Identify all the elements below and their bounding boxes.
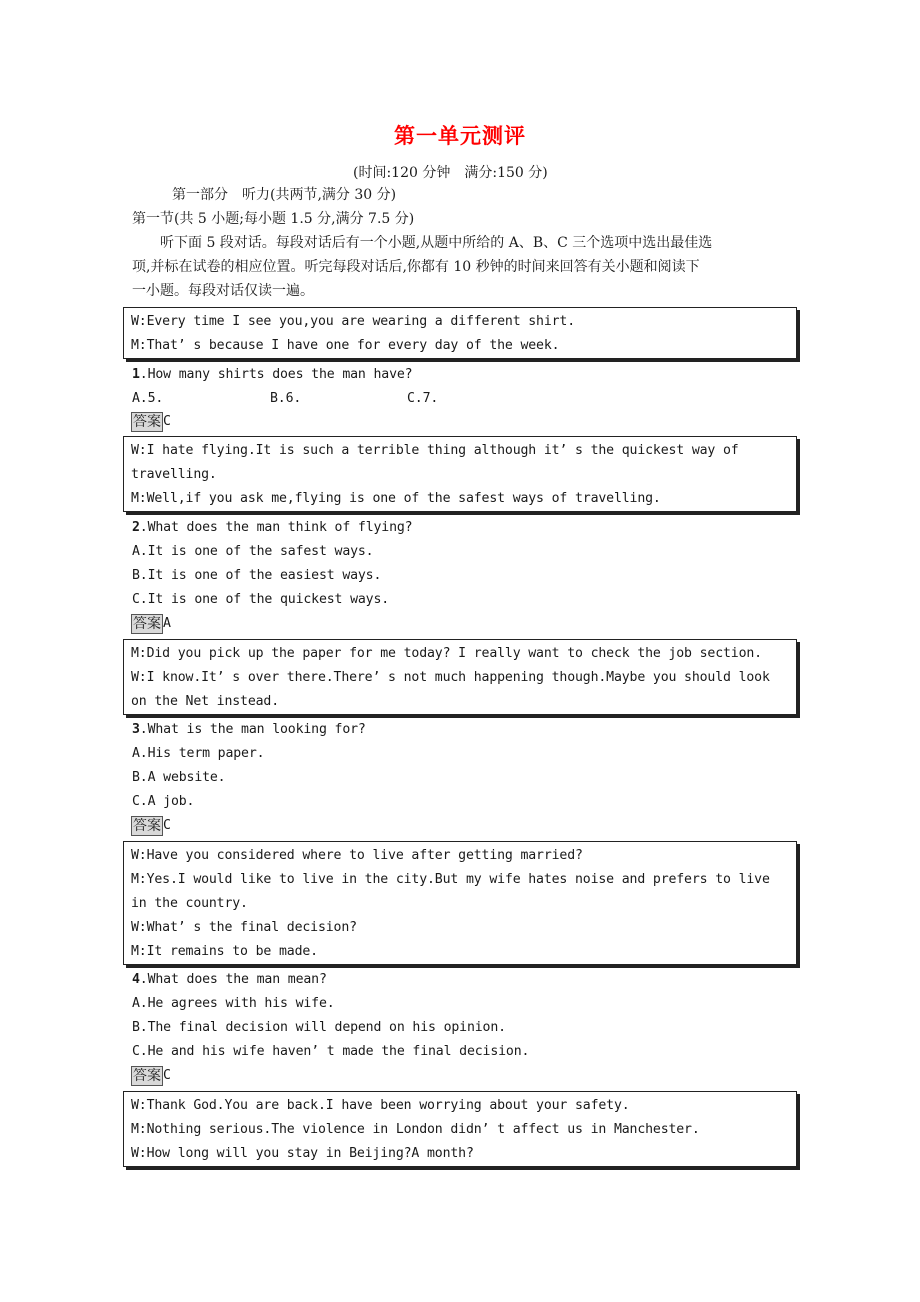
transcript-line: W:I hate flying.It is such a terrible thing although it’ s the quickest way of: [131, 443, 739, 458]
answer-row: [131, 816, 171, 836]
transcript-line: M:It remains to be made.: [131, 944, 318, 959]
answer-value: C: [163, 1068, 171, 1083]
answer-row: [131, 1066, 171, 1086]
answer-badge: 答案: [133, 818, 161, 834]
question-3: [132, 721, 366, 739]
section-heading: 第一节(共 5 小题;每小题 1.5 分,满分 7.5 分): [132, 211, 415, 227]
answer-value: C: [163, 818, 171, 833]
option-c: C.7.: [407, 391, 439, 406]
answer-badge: 答案: [133, 1068, 161, 1084]
transcript-line: M:Nothing serious.The violence in London didn’ t affect us in Manchester.: [131, 1122, 700, 1137]
transcript-line: M:That’ s because I have one for every day of the week.: [131, 338, 560, 353]
option-b: B.It is one of the easiest ways.: [132, 568, 382, 583]
transcript-line: W:What’ s the final decision?: [131, 920, 357, 935]
exam-meta: (时间:120 分钟 满分:150 分): [353, 165, 548, 181]
answer-row: [131, 614, 171, 634]
option-a: A.He agrees with his wife.: [132, 996, 335, 1011]
option-c: C.He and his wife haven’ t made the final decision.: [132, 1044, 530, 1059]
question-2: [132, 519, 412, 537]
transcript-box-2: [123, 436, 797, 512]
answer-badge: 答案: [133, 414, 161, 430]
question-text: .How many shirts does the man have?: [139, 367, 413, 382]
instructions-line-2: 项,并标在试卷的相应位置。听完每段对话后,你都有 10 秒钟的时间来回答有关小题和阅读下: [132, 259, 700, 275]
part-heading: 第一部分 听力(共两节,满分 30 分): [172, 187, 397, 203]
option-c: C.It is one of the quickest ways.: [132, 592, 390, 607]
question-text: .What is the man looking for?: [139, 722, 366, 737]
transcript-line: W:How long will you stay in Beijing?A month?: [131, 1146, 474, 1161]
option-a: A.His term paper.: [132, 746, 265, 761]
question-number: 2: [132, 520, 140, 535]
option-a: A.It is one of the safest ways.: [132, 544, 374, 559]
question-number: 4: [132, 972, 140, 987]
transcript-line: W:Every time I see you,you are wearing a different shirt.: [131, 314, 576, 329]
question-number: 1: [132, 367, 140, 382]
question-4: [132, 971, 327, 989]
transcript-line: M:Yes.I would like to live in the city.But my wife hates noise and prefers to live: [131, 872, 770, 887]
transcript-line: W:Thank God.You are back.I have been worrying about your safety.: [131, 1098, 630, 1113]
answer-value: C: [163, 414, 171, 429]
question-text: .What does the man think of flying?: [139, 520, 413, 535]
answer-value: A: [163, 616, 171, 631]
transcript-line: on the Net instead.: [131, 694, 280, 709]
transcript-line: travelling.: [131, 467, 217, 482]
transcript-line: M:Well,if you ask me,flying is one of the safest ways of travelling.: [131, 491, 661, 506]
option-a: A.5.: [132, 391, 164, 406]
transcript-box-3: [123, 639, 797, 715]
transcript-line: W:Have you considered where to live after getting married?: [131, 848, 583, 863]
question-number: 3: [132, 722, 140, 737]
option-b: B.The final decision will depend on his opinion.: [132, 1020, 506, 1035]
transcript-box-1: [123, 307, 797, 359]
option-b: B.A website.: [132, 770, 226, 785]
instructions-line-3: 一小题。每段对话仅读一遍。: [132, 283, 314, 299]
option-c: C.A job.: [132, 794, 195, 809]
answer-badge: 答案: [133, 616, 161, 632]
transcript-box-4: [123, 841, 797, 965]
transcript-box-5: [123, 1091, 797, 1167]
transcript-line: W:I know.It’ s over there.There’ s not much happening though.Maybe you should look: [131, 670, 770, 685]
transcript-line: in the country.: [131, 896, 248, 911]
option-b: B.6.: [270, 391, 302, 406]
instructions-line-1: 听下面 5 段对话。每段对话后有一个小题,从题中所给的 A、B、C 三个选项中选出最佳选: [160, 235, 713, 251]
page-title: 第一单元测评: [394, 124, 526, 148]
answer-row: [131, 412, 171, 432]
question-text: .What does the man mean?: [139, 972, 327, 987]
question-1: [132, 366, 412, 384]
transcript-line: M:Did you pick up the paper for me today? I really want to check the job section.: [131, 646, 762, 661]
